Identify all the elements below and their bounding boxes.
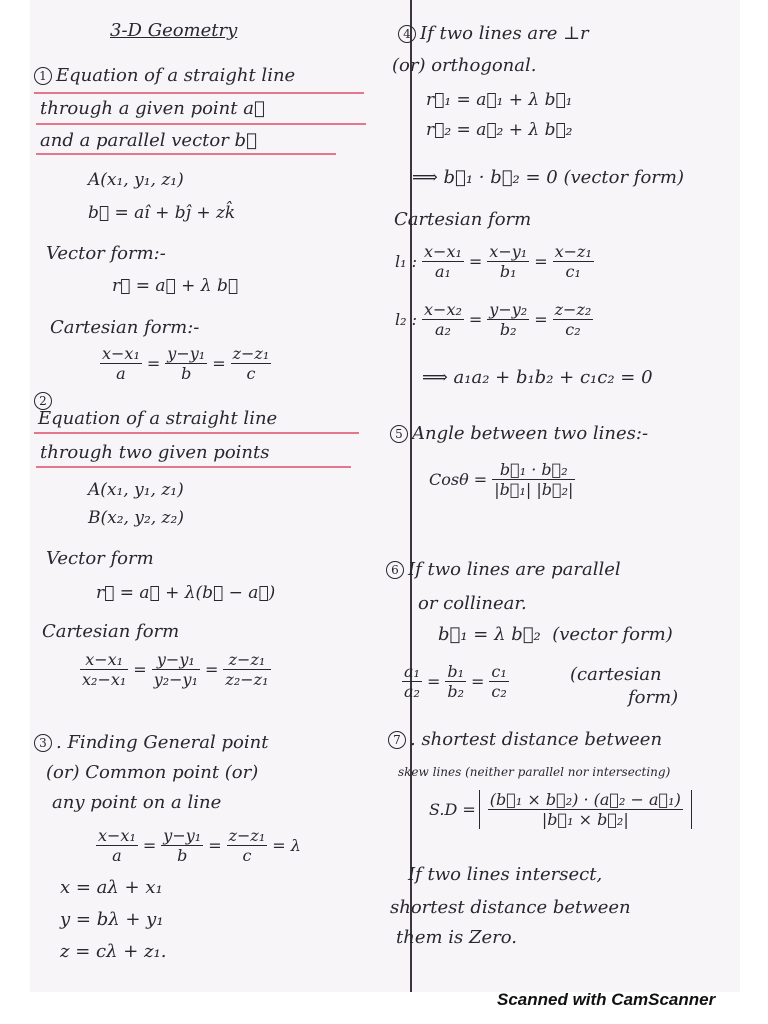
notes-page [30,0,740,992]
section-1-heading-line-2: through a given point a⃗ [40,98,265,119]
section-2-cartesian-label: Cartesian form [42,621,180,642]
section-2-vector-label: Vector form [46,548,154,569]
section-4-l2-equation: l₂ : $\frac{\text{x−x₂}}{\text{a₂}}$ = $\frac{\text{y−y₂}}{\text{b₂}}$ = $\frac{\text{z−z₂}}{\text{c₂}}$ [395,300,592,339]
section-7-note-line-3: them is Zero. [396,927,517,948]
section-3-heading-line-1: 3 . Finding General point [34,733,268,753]
section-3-y-equation: y = bλ + y₁ [60,909,164,930]
section-2-heading-line-1: Equation of a straight line [38,408,278,429]
page-title: 3-D Geometry [110,20,238,41]
column-divider [410,0,412,992]
section-4-heading-line-1: 4 If two lines are ⊥r [398,24,589,44]
section-6-cartesian-equation: $\frac{\text{a₁}}{\text{a₂}}$ = $\frac{\text{b₁}}{\text{b₂}}$ = $\frac{\text{c₁}}{\text{c₂}}$ [404,662,507,701]
section-6-heading-line-2: or collinear. [418,593,527,614]
section-4-number: 4 [398,25,416,43]
scanner-watermark: Scanned with CamScanner [497,990,716,1009]
section-5-angle-formula: Cosθ = $\frac{\text{b⃗₁ · b⃗₂}}{\text{|b⃗₁| |b⃗₂|}}$ [429,460,574,499]
section-1-vector-label: Vector form:- [46,243,166,264]
section-1-vector-equation: r⃗ = a⃗ + λ b⃗ [112,276,239,296]
section-4-heading-line-2: (or) orthogonal. [392,55,537,76]
section-1-heading-line-1: 1 Equation of a straight line [34,66,295,86]
section-2-number: 2 [34,392,52,410]
section-1-heading-line-3: and a parallel vector b⃗ [40,130,257,151]
section-1-cartesian-label: Cartesian form:- [50,317,200,338]
section-4-dot-product: ⟹ b⃗₁ · b⃗₂ = 0 (vector form) [412,167,684,188]
section-2-vector-equation: r⃗ = a⃗ + λ(b⃗ − a⃗) [96,583,276,603]
section-3-heading-line-3: any point on a line [52,792,222,813]
section-3-equation: $\frac{\text{x−x₁}}{a}$ = $\frac{\text{y−y₁}}{b}$ = $\frac{\text{z−z₁}}{c}$ = λ [98,826,301,865]
section-3-z-equation: z = cλ + z₁. [60,941,167,962]
section-2-point-b: B(x₂, y₂, z₂) [88,508,184,528]
section-4-l1-equation: l₁ : $\frac{\text{x−x₁}}{\text{a₁}}$ = $\frac{\text{x−y₁}}{\text{b₁}}$ = $\frac{\text{x−z₁}}{\text{c₁}}$ [395,242,592,281]
highlight-underline [36,466,351,468]
section-4-result: ⟹ a₁a₂ + b₁b₂ + c₁c₂ = 0 [422,367,653,388]
section-6-cartesian-note-2: form) [628,687,679,708]
section-4-line-2: r⃗₂ = a⃗₂ + λ b⃗₂ [426,120,573,140]
section-7-heading-line-2: skew lines (neither parallel nor intersecting) [398,765,671,779]
section-7-note-line-1: If two lines intersect, [408,864,603,885]
section-3-x-equation: x = aλ + x₁ [60,877,163,898]
section-3-number: 3 [34,734,52,752]
section-6-vector-equation: b⃗₁ = λ b⃗₂ (vector form) [438,624,673,645]
section-1-number: 1 [34,67,52,85]
section-1-point: A(x₁, y₁, z₁) [88,170,184,190]
section-2-heading-line-2: through two given points [40,442,270,463]
section-3-heading-line-2: (or) Common point (or) [46,762,259,783]
section-2-point-a: A(x₁, y₁, z₁) [88,480,184,500]
section-1-vector: b⃗ = aî + bĵ + zk̂ [88,203,236,223]
section-4-cartesian-label: Cartesian form [394,209,532,230]
section-6-number: 6 [386,561,404,579]
section-5-number: 5 [390,425,408,443]
section-7-note-line-2: shortest distance between [390,897,631,918]
section-7-heading-line-1: 7 . shortest distance between [388,730,662,750]
highlight-underline [34,432,359,434]
section-7-distance-formula: S.D = $\frac{\text{(b⃗₁ × b⃗₂) · (a⃗₂ − a⃗₁)}}{\text{|b⃗₁ × b⃗₂|}}$ [426,790,692,829]
section-1-cartesian-equation: $\frac{\text{x−x₁}}{a}$ = $\frac{\text{y−y₁}}{b}$ = $\frac{\text{z−z₁}}{c}$ [102,344,270,383]
section-7-number: 7 [388,731,406,749]
section-2-cartesian-equation: $\frac{\text{x−x₁}}{\text{x₂−x₁}}$ = $\frac{\text{y−y₁}}{\text{y₂−y₁}}$ = $\frac{\text{z−z₁}}{\text{z₂−z₁}}$ [82,650,269,689]
section-2-number-wrap [34,390,56,410]
highlight-underline [36,153,336,155]
highlight-underline [36,123,366,125]
section-6-heading-line-1: 6 If two lines are parallel [386,560,621,580]
section-4-line-1: r⃗₁ = a⃗₁ + λ b⃗₁ [426,90,573,110]
section-6-cartesian-note-1: (cartesian [570,664,662,685]
section-5-heading: 5 Angle between two lines:- [390,424,648,444]
highlight-underline [34,92,364,94]
